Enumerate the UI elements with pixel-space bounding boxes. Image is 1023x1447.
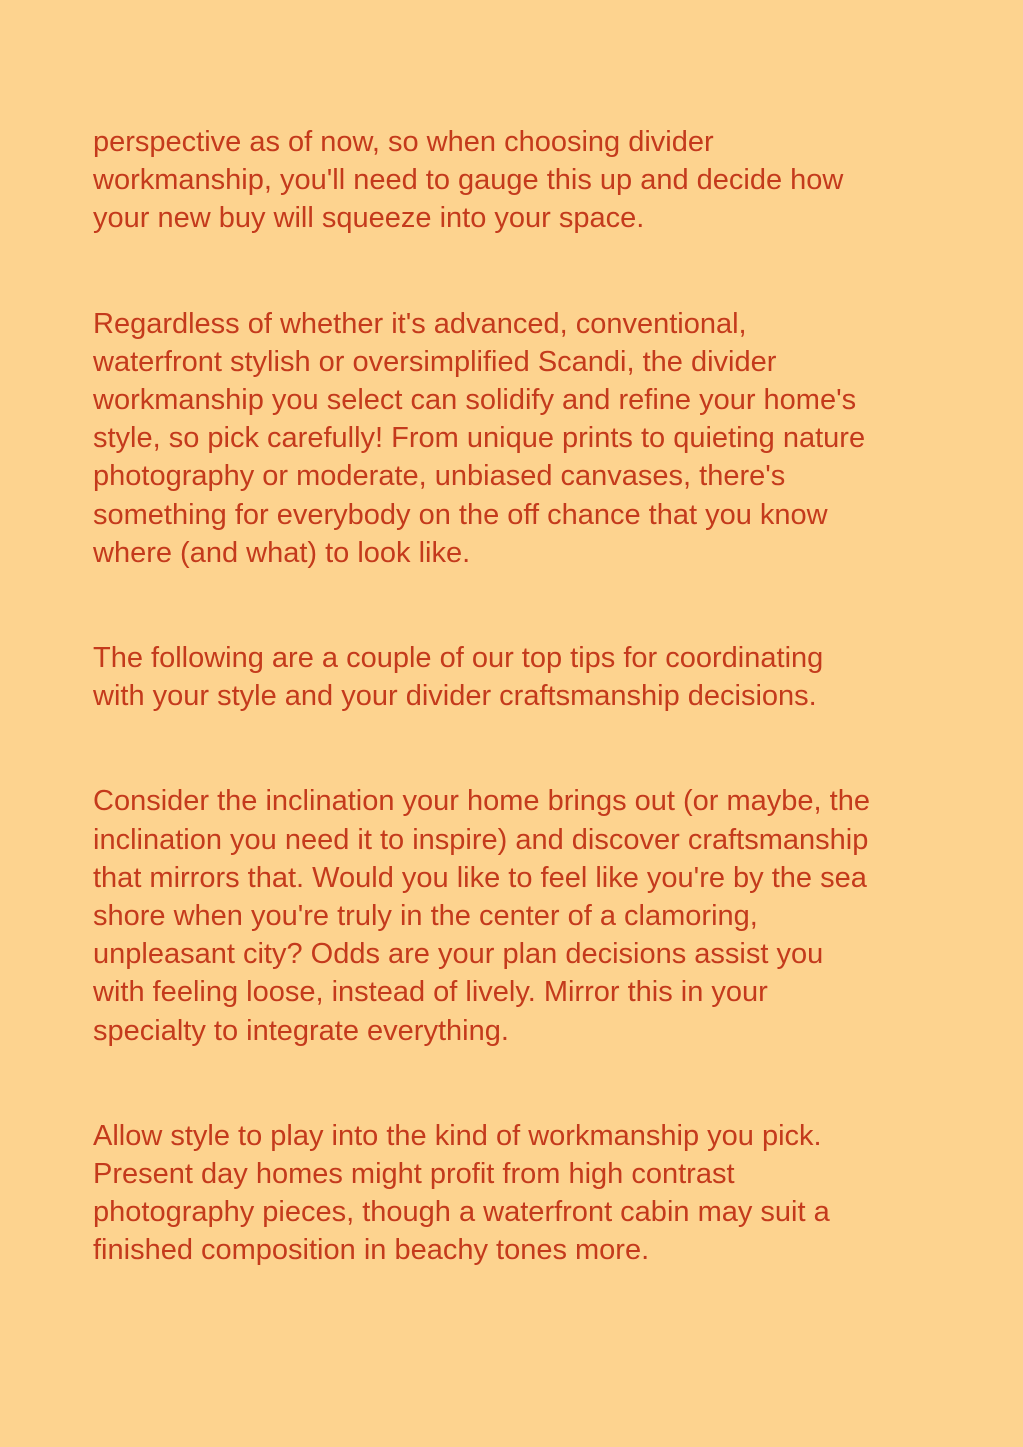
document-body	[93, 123, 943, 1270]
paragraph-1: perspective as of now, so when choosing divider workmanship, you'll need to gauge this up and decide how your new buy will squeeze into your space.	[93, 126, 844, 235]
paragraph-3: The following are a couple of our top tips for coordinating with your style and your divider craftsmanship decisions.	[93, 642, 824, 713]
paragraph-4: Consider the inclination your home brings out (or maybe, the inclination you need it to inspire) and discover craftsmanship that mirrors that. Would you like to feel like you're by the sea shore when you're truly in the center of a clamoring, unpleasant city? Odds are your plan decisions assist you with feeling loose, instead of lively. Mirror this in your specialty to integrate everything.	[93, 785, 870, 1047]
paragraph-2: Regardless of whether it's advanced, conventional, waterfront stylish or oversimplified Scandi, the divider workmanship you select can solidify and refine your home's style, so pick carefully! From unique prints to quieting nature photography or moderate, unbiased canvases, there's something for everybody on the off chance that you know where (and what) to look like.	[93, 307, 866, 569]
paragraph-5: Allow style to play into the kind of workmanship you pick. Present day homes might profit from high contrast photography pieces, though a waterfront cabin may suit a finished composition in beachy tones more.	[93, 1119, 830, 1267]
